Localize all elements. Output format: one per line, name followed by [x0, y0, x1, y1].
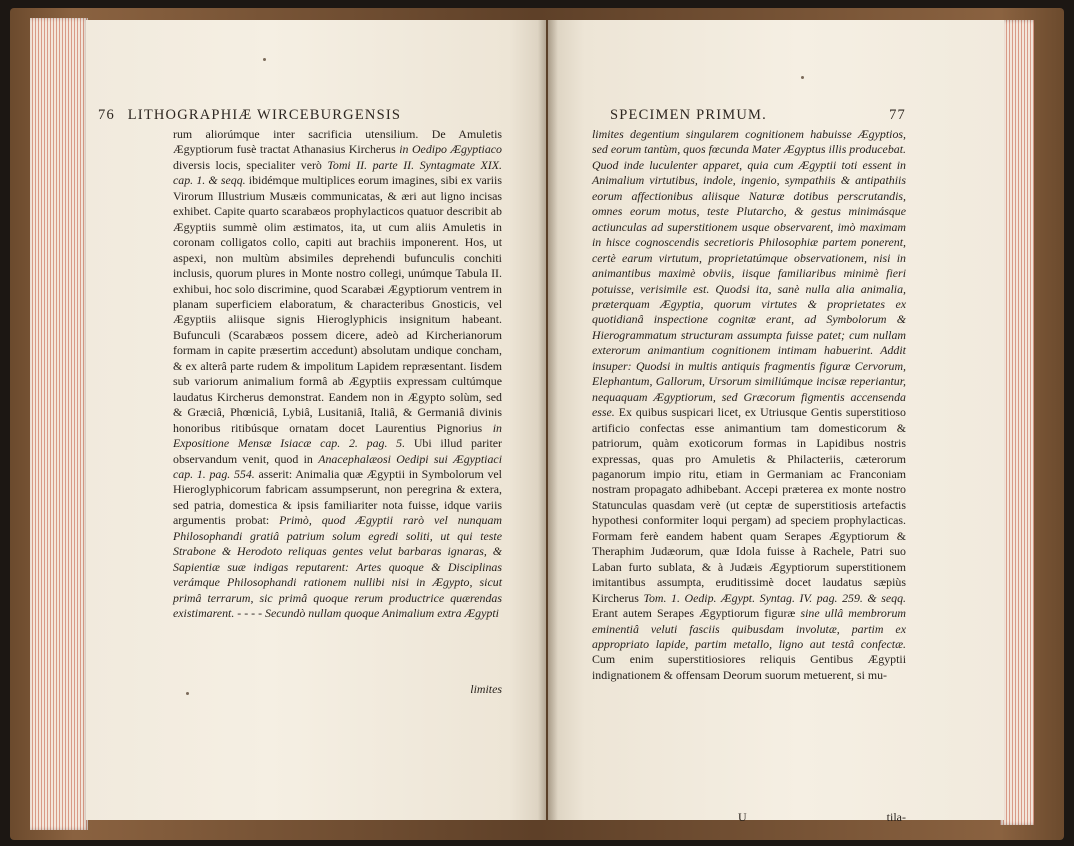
- paper-speck: [263, 58, 266, 61]
- right-running-head: [610, 107, 906, 124]
- right-text-run-1: Ex quibus suspicari licet, ex Utriusque Gentis superstitioso artificio confectas esse animantium tam domesticorum & patriorum, quàm exoticorum formas in Lapidibus nostris expressas, quas pro Amuletis & Philacteriis, cæterorum paganorum impio ritu, etiam in Germaniam ac Franconiam nostram propagato adhibebant. Accepi præterea ex monte nostro Statunculas quasdam verè (ut ceptæ de superstitiosis artefactis hypothesi conformiter loqui pergam) ad speciem prophylacticas. Formam ferè eandem habent quam Serapes Ægyptiorum & Theraphim Judæorum, quæ Idola fuisse à Rachele, Patri suo Laban furto sublata, & à Judæis Ægyptiorum superstitionem imitantibus assumpta, eruditissimè docet laudatus sæpiùs Kircherus: [592, 405, 906, 605]
- left-text-run-0: rum aliorúmque inter sacrificia utensilium. De Amuletis Ægyptiorum fusè tractat Athanasius Kircherus: [173, 127, 502, 157]
- left-catchword: limites: [470, 682, 502, 696]
- right-page-number: 77: [889, 107, 906, 123]
- paper-speck: [801, 76, 804, 79]
- page-edges-left: [30, 18, 88, 830]
- paper-speck: [186, 692, 189, 695]
- right-text-run-2: Tom. 1. Oedip. Ægypt. Syntag. IV. pag. 259. & seqq.: [643, 590, 906, 605]
- left-text-run-1: in Oedipo Ægyptiaco: [399, 142, 502, 157]
- left-running-title: LITHOGRAPHIÆ WIRCEBURGENSIS: [127, 107, 402, 123]
- right-catchword: tila-: [886, 810, 906, 824]
- left-text-run-7: Anacephalæosi Oedipi sui Ægyptiaci cap. 1. pag. 554.: [173, 451, 503, 481]
- left-text-run-4: ibidémque multiplices eorum imagines, sibi ex variis Virorum Illustrium Musæis communicatas, & æri aut ligno incisas exhibet. Capite quarto scarabæos prophylacticos quatuor describit ab Ægyptiis summè olim æstimatos, ita, ut cum aliis Amuletis in coronam colligatos collo, capiti aut brachiis imponerent. Hos, ut aspexi, non multùm absimiles deprehendi bufunculis conchiti inclusis, quorum plures in Monte nostro collegi, unúmque Tabula II. exhibui, hoc solo discrimine, quod Scarabæi Ægyptiorum ventrem in planam superficiem elaboratum, & characteribus Gnosticis, vel Ægyptiis aliisque signis Hieroglyphicis insignitum habeant. Bufunculi (Scarabæos possem dicere, adeò ad Kircherianorum formam in capite præsertim accedunt) absolutam undique concham, & ex alterâ parte rudem & impolitum Lapidem repræsentant. Iisdem sub variorum animalium formâ ab Ægyptiis expressam cultúmque laudatus Kircherus demonstrat. Eandem non in Ægypto solùm, sed & Græciâ, Phœniciâ, Lybiâ, Lusitaniâ, Italiâ, & Germaniâ divinis honoribus ritibúsque ornatam docet Laurentius Pignorius: [173, 173, 502, 435]
- book-gutter: [538, 20, 558, 820]
- right-text-run-5: Cum enim superstitiosiores reliquis Gentibus Ægyptii indignationem & offensam Deorum suorum metuerent, si mu-: [592, 652, 906, 682]
- right-running-title: SPECIMEN PRIMUM.: [610, 107, 767, 123]
- left-running-head: [98, 107, 473, 124]
- left-text-run-6: Ubi illud pariter observandum venit, quod in: [173, 436, 502, 466]
- left-text-run-3: Tomi II. parte II. Syntagmate XIX. cap. 1. & seqq.: [173, 157, 502, 188]
- left-body-paragraph: [173, 127, 502, 622]
- left-body-text: [173, 127, 502, 622]
- left-text-run-9: Primò, quod Ægyptii rarò vel nunquam Philosophandi gratiâ patrium solum egredi soliti, ut qui teste Strabone & Herodoto reliquas gentes velut barbaras ignaras, & Sapientiæ suæ indigas reputarent: Artes quoque & Disciplinas verámque Philosophandi rationem nullibi nisi in Ægypto, sicut primâ terrarum, sic primâ quoque rerum productrice quærendas existimarent. - - - - Secundò nullam quoque Animalium extra Ægypti: [173, 513, 502, 621]
- right-body-text: [592, 127, 906, 683]
- left-text-run-2: diversis locis, specialiter verò: [173, 157, 328, 172]
- right-text-run-4: sine ullâ membrorum eminentiâ veluti fasciis quibusdam involutæ, partim ex appropriato lapide, partim metallo, ligno aut testâ confectæ.: [592, 606, 906, 651]
- right-text-run-3: Erant autem Serapes Ægyptiorum figuræ: [592, 606, 801, 621]
- right-text-run-0: limites degentium singularem cognitionem habuisse Ægyptios, sed eorum tantùm, quos fœcunda Mater Ægyptus illis producebat. Quod inde luculenter apparet, quia cum Ægyptii toti essent in Animalium virtutibus, indole, ingenio, sympathiis & antipathiis eorum affectionibus aliisque Naturæ dotibus perscrutandis, omnes eorum motus, teste Plutarcho, & gestus minimásque actiunculas ad superstitionem usque observarent, imò maximam in hisce cognoscendis secretioris Philosophiæ partem ponerent, certè earum virtutum, proprietatúmque observationem, nisi in animantibus maximè obviis, iisque familiaribus minimè fieri potuisse, verisimile est. Quodsi ita, sanè nulla alia animalia, præterquam Ægyptia, quorum virtutes & proprietates ex quotidianâ inspectione cognitæ erant, ad Symbolorum & Hierogrammatum structuram assumpta fuisse patet; cum nullam exterorum animantium cognitionem intimam habuerint. Addit insuper: Quodsi in multis antiquis fragmentis figuræ Cervorum, Elephantum, Gallorum, Ursorum similiúmque incisæ reperiantur, nequaquam Ægyptiorum, sed Græcorum figmentis accensenda esse.: [592, 127, 906, 420]
- page-edges-right: [1000, 20, 1034, 825]
- signature-mark: U: [738, 810, 747, 824]
- left-text-run-5: in Expositione Mensæ Isiacæ cap. 2. pag. 5.: [173, 420, 502, 451]
- left-text-run-8: asserit: Animalia quæ Ægyptii in Symbolorum vel Hieroglyphicorum fabricam assumpserunt, non peregrina & extera, sed patria, domestica & ipsis familiariter nota fuisse, idque variis argumentis probat:: [173, 466, 502, 528]
- right-body-paragraph: [592, 127, 906, 683]
- left-page-number: 76: [98, 107, 115, 123]
